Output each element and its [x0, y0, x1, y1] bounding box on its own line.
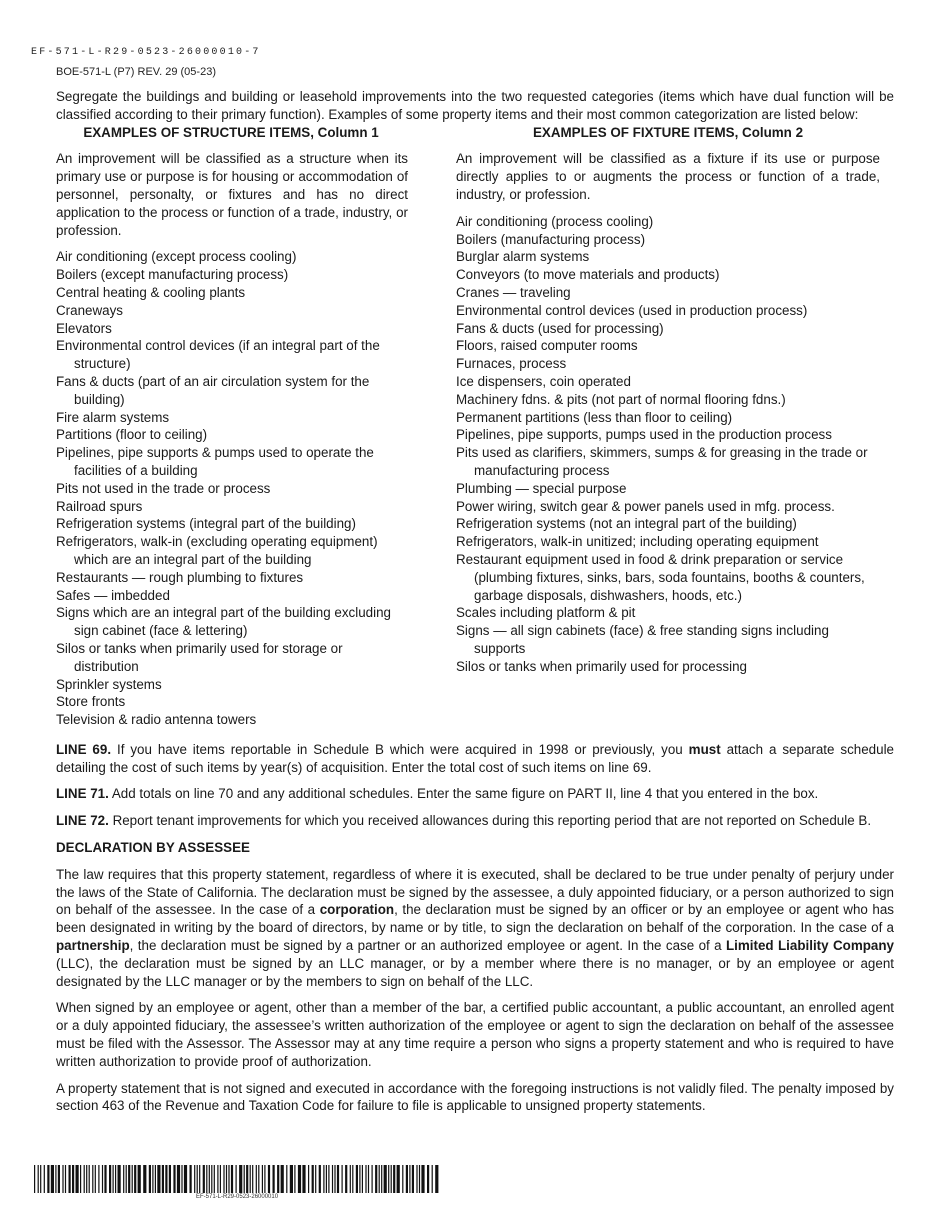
- structure-item: Elevators: [56, 320, 112, 336]
- form-id-code: EF-571-L-R29-0523-26000010-7: [31, 47, 261, 58]
- line-71-instruction: [56, 785, 894, 803]
- structure-items-list: [56, 248, 408, 729]
- structure-item: Pits not used in the trade or process: [56, 480, 271, 496]
- fixture-item: Conveyors (to move materials and products): [456, 267, 720, 283]
- decl-llc: Limited Liability Company: [725, 938, 894, 954]
- structure-item: Environmental control devices (if an integral part of the structure): [56, 338, 380, 372]
- line-69-label: LINE 69.: [56, 741, 112, 757]
- fixture-item: Ice dispensers, coin operated: [456, 373, 631, 389]
- line-71-text: Add totals on line 70 and any additional schedules. Enter the same figure on PART II, line 4 that you entered in the box.: [108, 786, 819, 802]
- fixture-item: Scales including platform & pit: [456, 605, 636, 621]
- fixture-item: Cranes — traveling: [456, 284, 571, 300]
- structure-item: Fire alarm systems: [56, 409, 170, 425]
- structure-item: Fans & ducts (part of an air circulation system for the building): [56, 373, 370, 407]
- fixture-item: Burglar alarm systems: [456, 249, 590, 265]
- structure-item: Pipelines, pipe supports & pumps used to operate the facilities of a building: [56, 445, 374, 478]
- decl-p1-d: , the declaration must be signed by a partner or an authorized employee or agent. In the case of a: [129, 938, 726, 954]
- declaration-heading: DECLARATION BY ASSESSEE: [56, 840, 250, 856]
- declaration-paragraph-2: When signed by an employee or agent, other than a member of the bar, a certified public accountant, a public accountant, an enrolled agent or a duly appointed fiduciary, the assessee’s written authorization of the employee or agent to sign the declaration on behalf of the assessee must be filed with the Assessor. The Assessor may at any time require a person who signs a property statement and who is required to have written authorization to provide proof of authorization.: [56, 1000, 894, 1069]
- structure-item: Air conditioning (except process cooling): [56, 249, 297, 265]
- structure-item: Sprinkler systems: [56, 676, 162, 692]
- form-revision: BOE-571-L (P7) REV. 29 (05-23): [56, 66, 216, 78]
- fixture-item: Power wiring, switch gear & power panels used in mfg. process.: [456, 498, 835, 514]
- fixture-item: Machinery fdns. & pits (not part of normal flooring fdns.): [456, 391, 786, 407]
- line-69-text-b: attach a separate schedule detailing the cost of such items by year(s) of acquisition. Enter the total cost of such items on line 69.: [56, 741, 894, 775]
- barcode: [34, 1165, 439, 1193]
- fixture-item: Pipelines, pipe supports, pumps used in the production process: [456, 427, 832, 443]
- structure-item: Store fronts: [56, 694, 126, 710]
- fixture-item: Air conditioning (process cooling): [456, 213, 654, 229]
- structure-item: Central heating & cooling plants: [56, 284, 246, 300]
- decl-p1-c: , the declaration must be signed by an officer or by an employee or agent who has been designated in writing by the board of directors, by name or by title, to sign the declaration on behalf of the corporation. In the case of a: [56, 902, 895, 936]
- structure-item: Partitions (floor to ceiling): [56, 427, 208, 443]
- fixture-item: Restaurant equipment used in food & drink preparation or service (plumbing fixtures, sinks, bars, soda fountains, booths & counters, garbage disposals, dishwashers, hoods, etc.): [456, 551, 865, 603]
- structure-column: [56, 124, 408, 729]
- structure-item: Refrigerators, walk-in (excluding operating equipment) which are an integral part of the building: [56, 534, 378, 567]
- fixture-item: Silos or tanks when primarily used for processing: [456, 658, 747, 674]
- structure-item: Signs which are an integral part of the building excluding sign cabinet (face & lettering): [56, 605, 391, 639]
- line-69-instruction: [56, 741, 894, 777]
- barcode-text: EF-571-L-R29-0523-26000010: [196, 1194, 279, 1200]
- decl-corporation: corporation: [319, 902, 395, 918]
- fixture-items-list: [456, 213, 880, 676]
- fixture-description: An improvement will be classified as a fixture if its use or purpose directly applies to or augments the process or function of a trade, industry, or profession.: [456, 151, 880, 202]
- declaration-paragraph-3: A property statement that is not signed and executed in accordance with the foregoing instructions is not validly filed. The penalty imposed by section 463 of the Revenue and Taxation Code for failure to file is applicable to unsigned property statements.: [56, 1080, 894, 1114]
- instructions-body: [56, 88, 894, 1115]
- line-69-text-a: If you have items reportable in Schedule B which were acquired in 1998 or previously, you: [111, 741, 689, 757]
- line-72-text: Report tenant improvements for which you received allowances during this reporting period that are not reported on Schedule B.: [108, 813, 872, 829]
- intro-paragraph: Segregate the buildings and building or leasehold improvements into the two requested categories (items which have dual function will be classified according to their primary function). Examples of some property items and their most common categorization are listed below:: [56, 89, 894, 122]
- fixture-item: Signs — all sign cabinets (face) & free standing signs including supports: [456, 623, 829, 656]
- fixture-column-heading: EXAMPLES OF FIXTURE ITEMS, Column 2: [532, 124, 804, 140]
- structure-item: Craneways: [56, 302, 123, 318]
- decl-p1-a: The law requires that this property statement, regardless of where it is executed, shall be declared to be true under penalty of perjury under the laws of the State of California. The declaration must be signed by the assessee, a duly appointed fiduciary, or a person authorized to sign on behalf of the assessee. In the case of a: [56, 866, 894, 918]
- decl-p1-e: (LLC), the declaration must be signed by an LLC manager, or by a member where there is no manager, or by an employee or agent designated by the LLC manager or by the members to sign on behalf of the LLC.: [56, 955, 894, 989]
- examples-columns: [56, 124, 894, 729]
- line-72-label: LINE 72.: [56, 813, 109, 829]
- fixture-item: Floors, raised computer rooms: [456, 338, 638, 354]
- fixture-column: [456, 124, 880, 729]
- structure-item: Railroad spurs: [56, 498, 143, 514]
- structure-description: An improvement will be classified as a structure when its primary use or purpose is for housing or accommodation of personnel, personalty, or fixtures and has no direct application to the process or function of a trade, industry, or profession.: [56, 151, 408, 238]
- structure-item: Restaurants — rough plumbing to fixtures: [56, 569, 304, 585]
- fixture-item: Boilers (manufacturing process): [456, 231, 646, 247]
- fixture-item: Refrigerators, walk-in unitized; including operating equipment: [456, 534, 819, 550]
- fixture-item: Refrigeration systems (not an integral part of the building): [456, 516, 797, 532]
- fixture-item: Plumbing — special purpose: [456, 480, 627, 496]
- fixture-item: Permanent partitions (less than floor to ceiling): [456, 409, 733, 425]
- decl-partnership: partnership: [56, 938, 130, 954]
- structure-column-heading: EXAMPLES OF STRUCTURE ITEMS, Column 1: [83, 124, 379, 140]
- fixture-item: Pits used as clarifiers, skimmers, sumps & for greasing in the trade or manufacturing process: [456, 445, 868, 478]
- line-69-bold: must: [688, 741, 721, 757]
- fixture-item: Fans & ducts (used for processing): [456, 320, 664, 336]
- structure-item: Silos or tanks when primarily used for storage or distribution: [56, 640, 343, 674]
- declaration-paragraph-1: [56, 866, 894, 991]
- fixture-item: Environmental control devices (used in production process): [456, 302, 808, 318]
- structure-item: Safes — imbedded: [56, 587, 170, 603]
- structure-item: Boilers (except manufacturing process): [56, 267, 289, 283]
- structure-item: Refrigeration systems (integral part of the building): [56, 516, 356, 532]
- fixture-item: Furnaces, process: [456, 356, 567, 372]
- structure-item: Television & radio antenna towers: [56, 712, 257, 728]
- line-71-label: LINE 71.: [56, 786, 109, 802]
- line-72-instruction: [56, 812, 894, 830]
